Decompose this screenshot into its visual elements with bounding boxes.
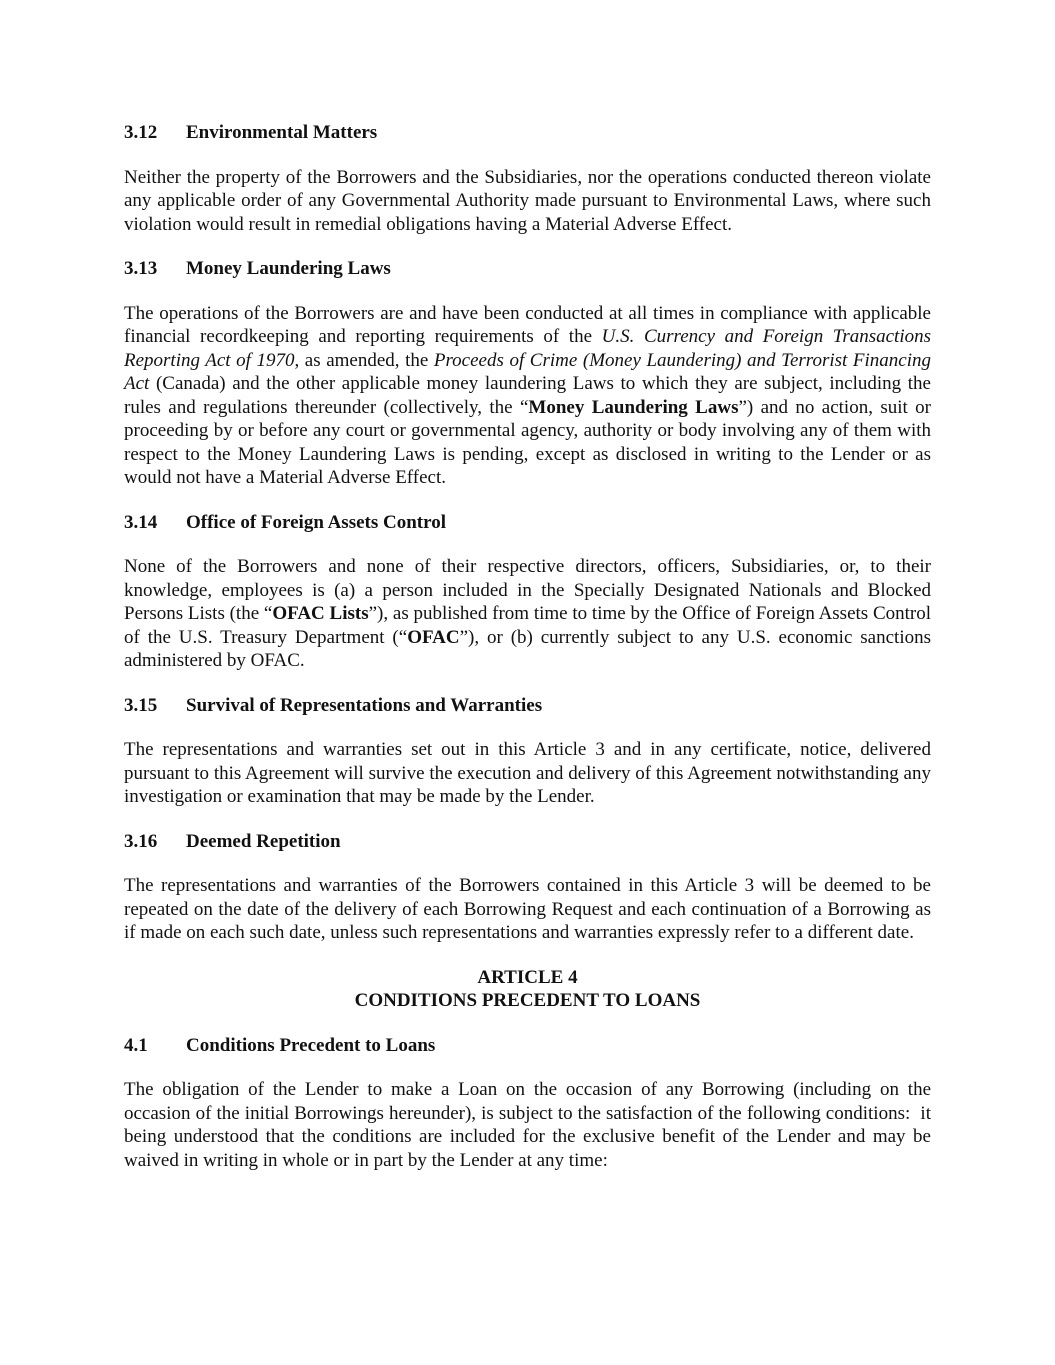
section-number: 3.16 <box>124 830 158 852</box>
section-title: Deemed Repetition <box>186 830 341 852</box>
text-run: None of the Borrowers and none of their respective directors, officers, Subsidiaries, or, to their knowledge, employees is (a) a person included in the Specially Designated Nationals and Blocked Persons Lists (the “ <box>124 556 931 624</box>
section-title: Conditions Precedent to Loans <box>186 1034 436 1056</box>
section-heading-3-14 <box>124 511 931 535</box>
italic-act-name: U.S. Currency and Foreign Transactions Reporting Act of 1970 <box>124 326 931 371</box>
section-title: Survival of Representations and Warranties <box>186 694 543 716</box>
section-heading-3-16 <box>124 830 931 854</box>
section-title: Money Laundering Laws <box>186 258 391 279</box>
section-number: 3.12 <box>124 122 158 143</box>
section-title: Environmental Matters <box>186 122 378 143</box>
text-run: Neither the property of the Borrowers and the Subsidiaries, nor the operations conducted thereon violate any applicable order of any Governmental Authority made pursuant to Environmental Laws, where such violation would result in remedial obligations having a Material Adverse Effect. <box>124 166 931 235</box>
section-number: 3.14 <box>124 511 158 533</box>
defined-term: OFAC <box>407 626 460 648</box>
defined-term: Money Laundering Laws <box>528 396 739 418</box>
text-run: ”), or (b) currently subject to any U.S. economic sanctions administered by OFAC. <box>124 626 931 671</box>
text-run: The representations and warranties of the Borrowers contained in this Article 3 will be deemed to be repeated on the date of the delivery of each Borrowing Request and each continuation of a Borrowing as if made on each such date, unless such representations and warranties expressly refer to a different date. <box>124 875 931 943</box>
section-body-4-1: The obligation of the Lender to make a Loan on the occasion of any Borrowing (including on the occasion of the initial Borrowings hereunder), is subject to the satisfaction of the following conditions: it being understood that the conditions are included for the exclusive benefit of the Lender and may be waived in writing in whole or in part by the Lender at any time: <box>124 1079 936 1171</box>
section-body-3-14 <box>124 555 931 673</box>
article-heading <box>124 966 931 1013</box>
section-number: 3.15 <box>124 694 158 716</box>
section-heading-4-1 <box>124 1034 931 1058</box>
italic-act-name: Proceeds of Crime (Money Laundering) and Terrorist Financing Act <box>124 349 931 394</box>
section-title: Office of Foreign Assets Control <box>186 511 446 533</box>
section-heading-3-13 <box>124 257 931 281</box>
text-run: (Canada) and the other applicable money laundering Laws to which they are subject, including the rules and regulations thereunder (collectively, the “ <box>124 373 931 418</box>
section-heading-3-15 <box>124 694 931 718</box>
section-body-3-13 <box>124 302 931 490</box>
text-run: ”), as published from time to time by the Office of Foreign Assets Control of the U.S. Treasury Department (“ <box>124 603 932 648</box>
defined-term: OFAC Lists <box>272 603 369 624</box>
article-title: CONDITIONS PRECEDENT TO LOANS <box>354 990 701 1011</box>
section-body-3-15 <box>124 738 931 809</box>
section-body-3-12 <box>124 166 931 237</box>
text-run: ”) and no action, suit or proceeding by or before any court or governmental agency, authority or body involving any of them with respect to the Money Laundering Laws is pending, except as disclosed in writing to the Lender or as would not have a Material Adverse Effect. <box>124 396 931 488</box>
article-number: ARTICLE 4 <box>477 966 578 988</box>
section-body-3-16 <box>124 874 931 945</box>
text-run: The operations of the Borrowers are and have been conducted at all times in compliance with applicable financial recordkeeping and reporting requirements of the <box>124 302 931 347</box>
section-number: 3.13 <box>124 258 158 279</box>
document-page <box>124 121 936 1193</box>
text-run: , as amended, the <box>294 349 434 371</box>
section-number: 4.1 <box>124 1034 148 1056</box>
section-heading-3-12 <box>124 121 931 145</box>
text-run: The representations and warranties set out in this Article 3 and in any certificate, notice, delivered pursuant to this Agreement will survive the execution and delivery of this Agreement notwithstanding any investigation or examination that may be made by the Lender. <box>124 739 931 807</box>
